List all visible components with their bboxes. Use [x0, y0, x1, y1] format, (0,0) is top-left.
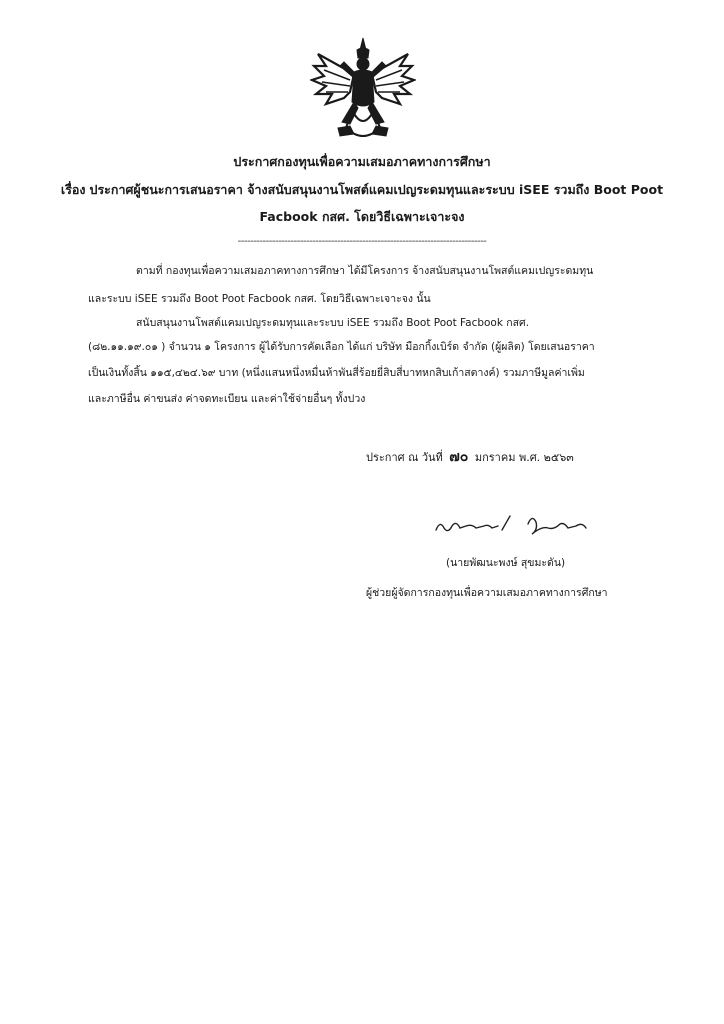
separator-line: --------------------------------------------------------------------------------: [237, 236, 487, 247]
subject-text-line1: ประกาศผู้ชนะการเสนอราคา จ้างสนับสนุนงานโพสต์แคมเปญระดมทุนและระบบ iSEE รวมถึง Boot Poot: [89, 182, 664, 197]
date-month-year: มกราคม พ.ศ. ๒๕๖๓: [474, 451, 574, 464]
body-line-5: เป็นเงินทั้งสิ้น ๑๑๕,๔๒๔.๖๙ บาท (หนึ่งแสนหนึ่งหมื่นห้าพันสี่ร้อยยี่สิบสี่บาทหกสิบเก้าสตางค์) รวมภาษีมูลค่าเพิ่ม: [88, 367, 585, 379]
date-day: ๗๐: [449, 449, 469, 465]
body-line-3: สนับสนุนงานโพสต์แคมเปญระดมทุนและระบบ iSEE รวมถึง Boot Poot Facbook กสศ.: [136, 317, 530, 329]
body-line-4: (๘๒.๑๑.๑๙.๐๑ ) จำนวน ๑ โครงการ ผู้ได้รับการคัดเลือก ได้แก่ บริษัท มือกกิ้งเบิร์ด จำกัด (ผู้ผลิต) โดยเสนอราคา: [88, 341, 595, 353]
subject-label: เรื่อง: [60, 182, 86, 197]
date-prefix: ประกาศ ณ วันที่: [366, 451, 443, 464]
subject-text-line2: Facbook กสศ. โดยวิธีเฉพาะเจาะจง: [259, 209, 465, 224]
signer-position: ผู้ช่วยผู้จัดการกองทุนเพื่อความเสมอภาคทางการศึกษา: [366, 587, 608, 599]
body-line-2: และระบบ iSEE รวมถึง Boot Poot Facbook กสศ. โดยวิธีเฉพาะเจาะจง นั้น: [88, 293, 431, 305]
announcement-date: [366, 446, 574, 468]
garuda-emblem-icon: [310, 36, 416, 146]
body-line-1: ตามที่ กองทุนเพื่อความเสมอภาคทางการศึกษา ได้มีโครงการ จ้างสนับสนุนงานโพสต์แคมเปญระดมทุน: [136, 265, 594, 277]
subject-line: [0, 180, 724, 200]
body-line-6: และภาษีอื่น ค่าขนส่ง ค่าจดทะเบียน และค่าใช้จ่ายอื่นๆ ทั้งปวง: [88, 393, 366, 405]
signer-name: (นายพัฒนะพงษ์ สุขมะดัน): [446, 557, 566, 569]
handwritten-signature: [432, 508, 592, 542]
announcement-title: ประกาศกองทุนเพื่อความเสมอภาคทางการศึกษา: [233, 154, 491, 169]
